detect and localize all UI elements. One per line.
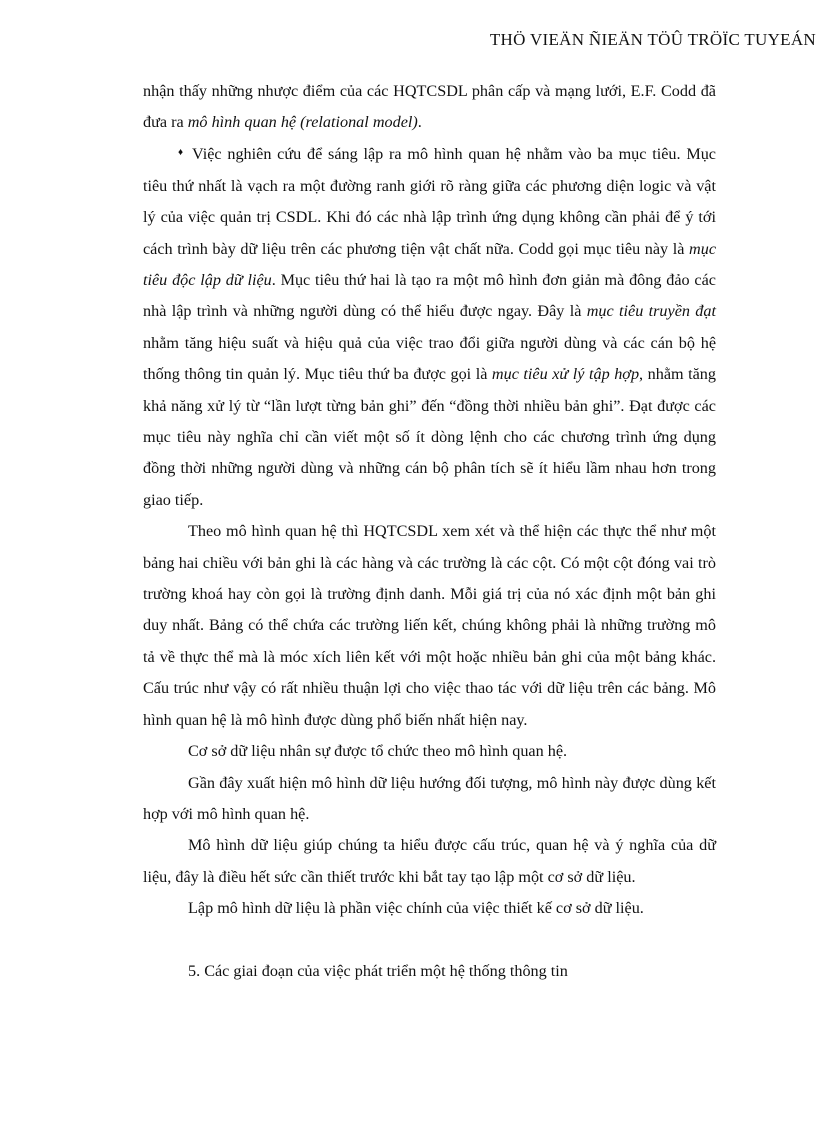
text-span: Việc nghiên cứu để sáng lập ra mô hình quan hệ nhằm vào ba mục tiêu. Mục tiêu thứ nhất là vạch ra một đường ranh giới rõ ràng giữa các phương diện logic và vật lý của việc quản trị CSDL. Khi đó các nhà lập trình ứng dụng không cần phải để ý tới cách trình bày dữ liệu trên các phương tiện vật chất nữa. Codd gọi mục tiêu này là bbox=[143, 144, 716, 258]
paragraph-6: Mô hình dữ liệu giúp chúng ta hiểu được cấu trúc, quan hệ và ý nghĩa của dữ liệu, đây là điều hết sức cần thiết trước khi bắt tay tạo lập một cơ sở dữ liệu. bbox=[143, 836, 716, 886]
text-span: . bbox=[417, 113, 422, 132]
text-span: nhận thấy những nhược điểm của các HQTCSDL phân cấp và mạng lưới, E.F. Codd đã đưa ra bbox=[143, 82, 716, 132]
bullet-paragraph bbox=[143, 139, 716, 516]
spacer bbox=[143, 925, 716, 956]
diamond-bullet-icon: ♦ bbox=[178, 147, 184, 159]
text-span: nhằm tăng hiệu suất và hiệu quả của việc trao đổi giữa người dùng và các cán bộ hệ thống thông tin quản lý. Mục tiêu thứ ba được gọi là bbox=[143, 333, 716, 384]
paragraph-5: Gần đây xuất hiện mô hình dữ liệu hướng đối tượng, mô hình này được dùng kết hợp với mô hình quan hệ. bbox=[143, 773, 716, 823]
section-heading: 5. Các giai đoạn của việc phát triển một hệ thống thông tin bbox=[188, 961, 568, 980]
page-header: THÖ VIEÄN ÑIEÄN TÖÛ TRÖÏC TUYEÁN bbox=[489, 30, 816, 49]
document-body bbox=[143, 76, 716, 987]
text-span: . Mục tiêu thứ hai là tạo ra một mô hình đơn giản mà đông đảo các nhà lập trình và những người dùng có thể hiểu được ngay. Đây là bbox=[143, 271, 716, 321]
italic-term: mục tiêu xử lý tập hợp bbox=[491, 365, 640, 384]
italic-term: mục tiêu độc lập dữ liệu bbox=[143, 239, 716, 290]
italic-term: mô hình quan hệ (relational model) bbox=[187, 113, 418, 132]
text-span: , nhằm tăng khả năng xử lý từ “lần lượt từng bản ghi” đến “đồng thời nhiều bản ghi”. Đạt được các mục tiêu này nghĩa chỉ cần viết một số ít dòng lệnh cho các chương trình ứng dụng đồng thời những người dùng và những cán bộ phân tích sẽ ít hiểu lầm nhau hơn trong giao tiếp. bbox=[143, 365, 716, 509]
paragraph-1 bbox=[143, 76, 716, 139]
paragraph-4: Cơ sở dữ liệu nhân sự được tổ chức theo mô hình quan hệ. bbox=[188, 742, 568, 761]
paragraph-3: Theo mô hình quan hệ thì HQTCSDL xem xét và thể hiện các thực thể như một bảng hai chiều với bản ghi là các hàng và các trường là các cột. Có một cột đóng vai trò trường khoá hay còn gọi là trường định danh. Mỗi giá trị của nó xác định một bản ghi duy nhất. Bảng có thể chứa các trường liến kết, chúng không phải là những trường mô tả về thực thể mà là móc xích liên kết với một hoặc nhiều bản ghi của một bảng khác. Cấu trúc như vậy có rất nhiều thuận lợi cho việc thao tác với dữ liệu trên các bảng. Mô hình quan hệ là mô hình được dùng phổ biến nhất hiện nay. bbox=[143, 522, 716, 729]
paragraph-7: Lập mô hình dữ liệu là phần việc chính của việc thiết kế cơ sở dữ liệu. bbox=[188, 899, 644, 918]
italic-term: mục tiêu truyền đạt bbox=[586, 302, 716, 321]
